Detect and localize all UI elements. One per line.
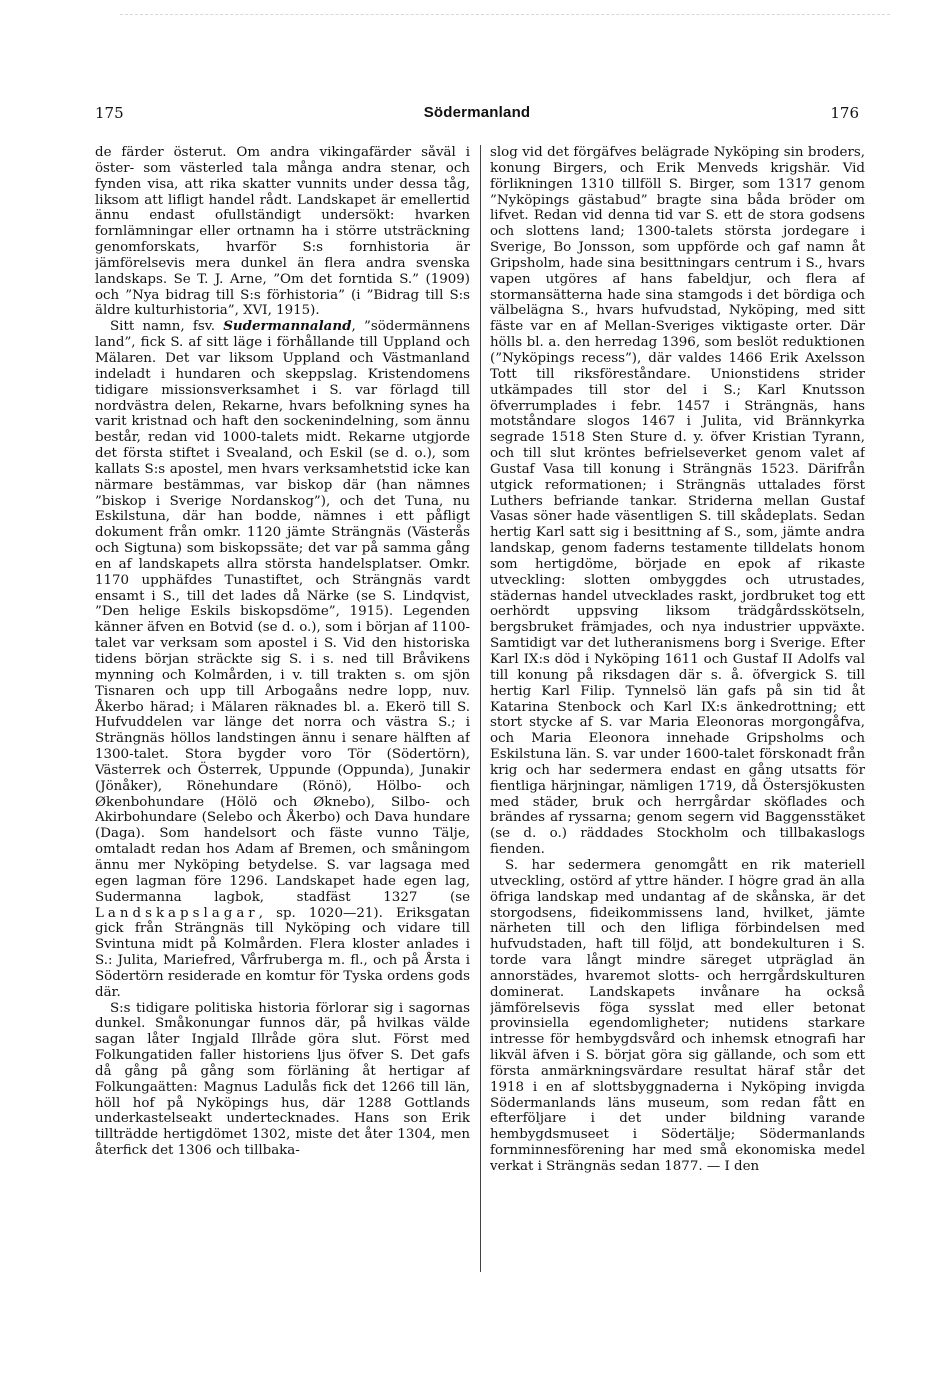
- left-paragraph-3: S:s tidigare politiska historia förlorar sig i sagornas dunkel. Småkonungar funnos där, på hvilkas välde sagan låter Ingjald Illråde göra slut. Först med Folkungatiden faller historiens ljus öfver S. Det gafs då gång på gång som förläning åt hertigar af Folkungaätten: Magnus Ladulås fick det 1266 till län, höll hof på Nyköpings hus, där 1288 Gottlands underkastelseakt undertecknades. Hans son Erik tillträdde hertigdömet 1302, miste det åter 1304, men återfick det 1306 och tillbaka-: [95, 1000, 470, 1159]
- left-column: [95, 145, 470, 1275]
- left-paragraph-2: [95, 319, 470, 1000]
- column-divider: [480, 145, 481, 1272]
- left-paragraph-2-end: , sp. 1020—21). Eriksgatan gick från Strängnäs till Nyköping och vidare till Svintuna midt på Kolmården. Flera kloster anlades i S.: Julita, Mariefred, Vårfruberga m. fl., och på Årsta i Södertörn residerade en komtur för Tyska ordens gods där.: [95, 905, 470, 1000]
- left-paragraph-2-start: Sitt namn, fsv.: [110, 319, 224, 335]
- page-number-left: 175: [95, 104, 124, 122]
- left-paragraph-2-body: , ”södermännens land”, fick S. af sitt läge i förhållande till Uppland och Mälaren. Det var liksom Uppland och Västmanland indeladt i hundaren och skeppslag. Kristendomens tidigare missionsverksamhet i S. var förlagd till nordvästra delen, Rekarne, hvars befolkning synes ha varit kristnad och haft den sockenindelning, som ännu består, redan vid 1000-talets midt. Rekarne utgjorde det första stiftet i Svealand, och Eskil (se d. o.), som kallats S:s apostel, men hvars verksamhetstid icke kan närmare bestämmas, var biskop där (han nämnes ”biskop i Sverige Nordanskog”), och det Tuna, nu Eskilstuna, där han bodde, nämnes i ett påfligt dokument från omkr. 1120 jämte Strängnäs (Västerås och Sigtuna) som biskopssäte; det var på samma gång en af landskapets allra största handelsplatser. Omkr. 1170 upphäfdes Tunastiftet, och Strängnäs vardt ensamt i S., till det lades då Närke (se S. Lindqvist, ”Den helige Eskils biskopsdöme”, 1915). Legenden känner äfven en Botvid (se d. o.), som i början af 1100-talet var verksam som apostel i S. Vid den historiska tidens början sträckte sig S. i s. ned till Bråvikens mynning och Kolmården, i v. till trakten s. om sjön Tisnaren och upp till Arbogaåns nedre lopp, nuv. Åkerbo härad; i Mälaren räknades bl. a. Ekerö till S. Hufvuddelen var länge det norra och västra S.; i Strängnäs höllos landstingen ännu i senare hälften af 1300-talet. Stora bygder voro Tör (Södertörn), Västerrek och Österrek, Uppunde (Oppunda), Junakir (Jönåker), Rönehundare (Rönö), Hölbo- och Økenbohundare (Hölö och Øknebo), Silbo- och Akirbohundare (Selebo och Åkerbo) och Dava hundare (Daga). Som handelsort och fäste vunno Tälje, omtaladt redan hos Adam af Bremen, och småningom ännu mer Nyköping betydelse. S. var lagsaga med egen lagman före 1296. Landskapet hade egen lag, Sudermanna lagbok, stadfäst 1327 (se: [95, 319, 470, 905]
- page-title: Södermanland: [423, 104, 531, 121]
- right-paragraph-1: slog vid det förgäfves belägrade Nyköping sin broders, konung Birgers, och Erik Menveds krigshär. Vid förlikningen 1310 tillföll S. Birger, som 1317 genom ”Nyköpings gästabud” bragte sina båda bröder om lifvet. Redan vid denna tid var S. ett de stora godsens och slottens land; 1300-talets största jordegare i Sverige, Bo Jonsson, som uppförde och gaf namn åt Gripsholm, hade sina besittningars centrum i S., hvars vapen utgöres af hans fabeldjur, och flera af stormansätterna hade sina stamgods i det bördiga och välbelägna S., hvars hufvudstad, Nyköping, med sitt fäste var en af Mellan-Sveriges viktigaste orter. Där hölls bl. a. den herredag 1396, som beslöt reduktionen (”Nyköpings recess”), där valdes 1466 Erik Axelsson Tott till riksföreståndare. Unionstidens strider utkämpades till stor del i S.; Karl Knutsson öfverrumplades i febr. 1457 i Strängnäs, hans motståndare slogos 1467 i Julita, vid Brännkyrka segrade 1518 Sten Sture d. y. öfver Kristian Tyrann, och till slut kröntes befrielseverket genom valet af Gustaf Vasa till konung i Strängnäs 1523. Därifrån utgick reformationen; i Strängnäs uttalades först Luthers befriande tankar. Striderna mellan Gustaf Vasas söner hade väsentligen S. till skådeplats. Sedan hertig Karl satt sig i besittning af S., som, jämte andra landskap, genom faderns testamente tilldelats honom som hertigdöme, började en epok af rikaste utveckling: slotten ombyggdes och utrustades, städernas handel utvecklades raskt, jordbruket tog ett oerhördt uppsving liksom trädgårdsskötseln, bergsbruket främjades, och nya industrier uppväxte. Samtidigt var det lutheranismens borg i Sverige. Efter Karl IX:s död i Nyköping 1611 och Gustaf II Adolfs val till konung på riksdagen där s. å. öfvergick S. till hertig Karl Filip. Tynnelsö län gafs på sin tid åt Katarina Stenbock och Karl IX:s änkedrottning; ett stort stycke af S. var Maria Eleonoras morgongåfva, och Maria Eleonora innehade Gripsholms och Eskilstuna län. S. var under 1600-talet förskonadt från krig och har sedermera endast en gång utsatts för fientliga härjningar, nämligen 1719, då Östersjökusten med städer, bruk och herrgårdar sköflades och brändes af ryssarna; genom segern vid Baggensstäket (se d. o.) räddades Stockholm och tillbakaslogs fienden.: [490, 145, 865, 858]
- scan-edge-mark: [120, 14, 890, 17]
- cross-reference-landskapslagar: Landskapslagar: [95, 905, 259, 921]
- right-column: [490, 145, 865, 1275]
- left-paragraph-1: de färder österut. Om andra vikingafärder såväl i öster- som västerled tala många andra stenar, och fynden visa, att rika skatter vunnits under dessa tåg, liksom att lifligt handel rådt. Landskapet är emellertid ännu endast ofullständigt undersökt: hvarken fornlämningar eller ortnamn ha i större utsträckning genomforskats, hvarför S:s fornhistoria är jämförelsevis mera dunkel än flera andra svenska landskaps. Se T. J. Arne, ”Om det forntida S.” (1909) och ”Nya bidrag till S:s förhistoria” (i ”Bidrag till S:s äldre kulturhistoria”, XVI, 1915).: [95, 145, 470, 319]
- term-sudermannaland: Sudermannaland: [223, 318, 352, 335]
- page-header: [93, 104, 861, 130]
- page-number-right: 176: [830, 104, 859, 122]
- right-paragraph-2: S. har sedermera genomgått en rik materiell utveckling, ostörd af yttre händer. I högre grad än alla öfriga landskap med undantag af de skånska, är det storgodsens, fideikommissens land, hvilket, jämte närheten till och den lifliga förbindelsen med hufvudstaden, haft till följd, att bondekulturen i S. torde vara långt mindre säreget utpräglad än annorstädes, hvaremot slotts- och herrgårdskulturen dominerat. Landskapets invånare ha också jämförelsevis föga sysslat med eller betonat provinsiella egendomligheter; nutidens starkare intresse för hembygdsvård och inhemsk etnografi har likväl äfven i S. börjat göra sig gällande, och som ett första anmärkningsvärdare resultat häraf står det 1918 i en af slottsbyggnaderna i Nyköping invigda Södermanlands läns museum, som redan fått en efterföljare i det under bildning varande hembygdsmuseet i Södertälje; Södermanlands fornminnesförening har med små ekonomiska medel verkat i Strängnäs sedan 1877. — I den: [490, 857, 865, 1174]
